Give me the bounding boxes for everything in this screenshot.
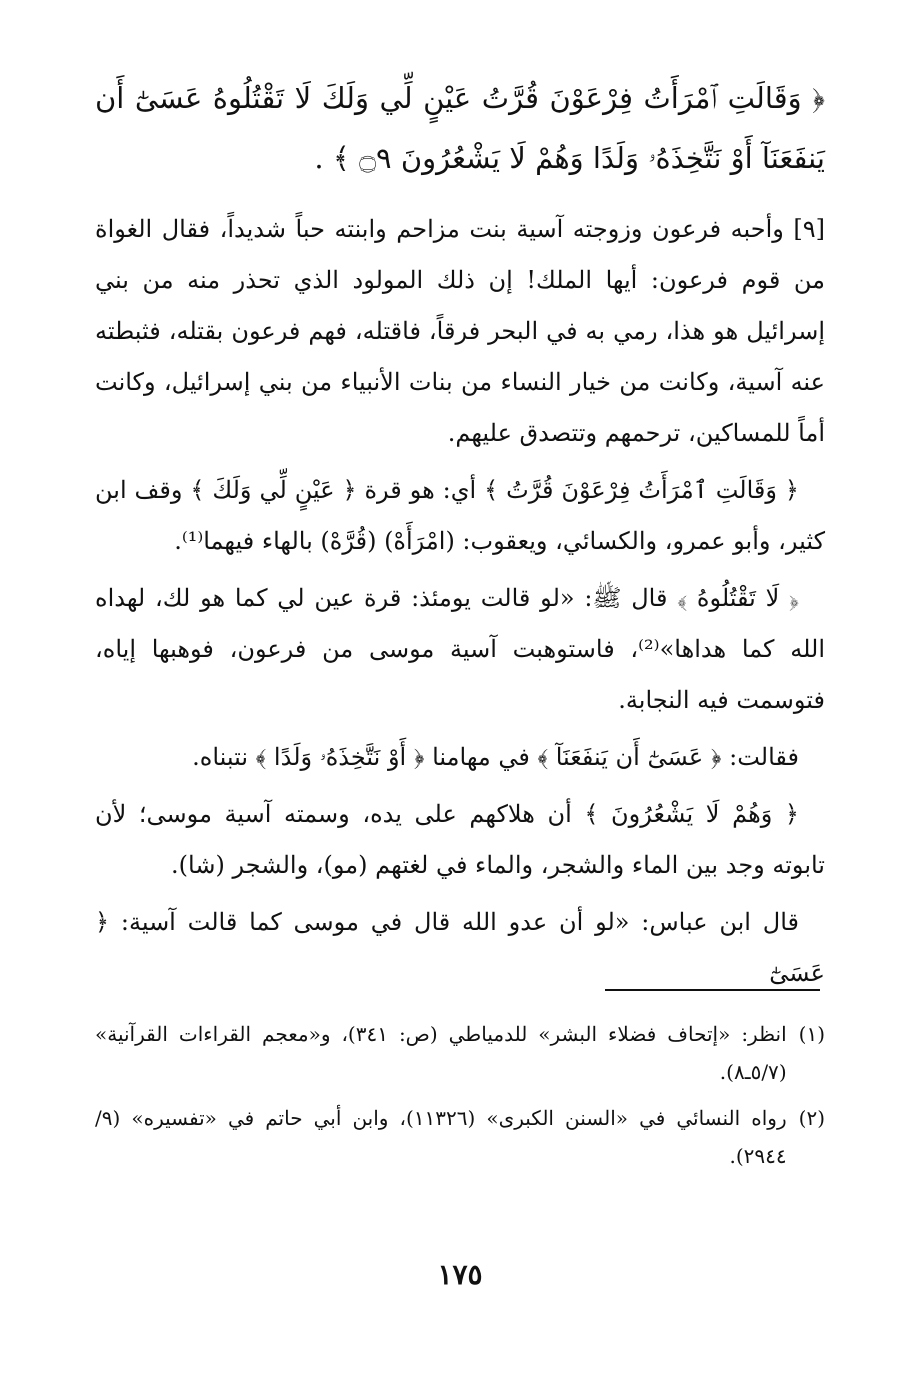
footnote-number: (١): [798, 1022, 825, 1046]
paragraph-4: فقالت: ﴿ عَسَىٰٓ أَن يَنفَعَنَآ ﴾ في مهامنا ﴿ أَوْ نَتَّخِذَهُۥ وَلَدًا ﴾ نتبناه.: [192, 743, 799, 771]
footnote: [95, 1015, 825, 1091]
main-text: [95, 68, 825, 1005]
paragraph-2: ﴿ وَقَالَتِ ٱمْرَأَتُ فِرْعَوْنَ قُرَّتُ ﴾ أي: هو قرة ﴿ عَيْنٍ لِّي وَلَكَ ﴾ وقف ابن كثير، وأبو عمرو، والكسائي، ويعقوب: (امْرَأَهْ) (قُرَّهْ) بالهاء فيهما⁽¹⁾.: [95, 476, 825, 555]
footnote-number: (٢): [798, 1106, 825, 1130]
paragraph-1: [٩] وأحبه فرعون وزوجته آسية بنت مزاحم وابنته حباً شديداً، فقال الغواة من قوم فرعون: أيها الملك! إن ذلك المولود الذي تحذر منه من بني إسرائيل هو هذا، رمي به في البحر فرقاً، فاقتله، فهم فرعون بقتله، فثبطته عنه آسية، وكانت من خيار النساء من بنات الأنبياء من بني إسرائيل، وكانت أماً للمساكين، ترحمهم وتتصدق عليهم.: [95, 215, 825, 447]
page-number: ١٧٥: [437, 1258, 483, 1291]
footnotes: [95, 1015, 825, 1183]
footnote-text: رواه النسائي في «السنن الكبرى» (١١٣٢٦)، وابن أبي حاتم في «تفسيره» (٩/ ٢٩٤٤).: [95, 1106, 787, 1168]
footnote-separator: [605, 989, 820, 991]
footnote: [95, 1099, 825, 1175]
quran-verse: ﴿ وَقَالَتِ ٱمْرَأَتُ فِرْعَوْنَ قُرَّتُ عَيْنٍ لِّي وَلَكَ لَا تَقْتُلُوهُ عَسَىٰٓ أَن يَنفَعَنَآ أَوْ نَتَّخِذَهُۥ وَلَدًا وَهُمْ لَا يَشْعُرُونَ ۝٩ ﴾ .: [95, 81, 825, 175]
footnote-text: انظر: «إتحاف فضلاء البشر» للدمياطي (ص: ٣٤١)، و«معجم القراءات القرآنية» (٥/٧ـ٨).: [95, 1022, 787, 1084]
paragraph-3: ﴿ لَا تَقْتُلُوهُ ﴾ قال ﷺ: «لو قالت يومئذ: قرة عين لي كما هو لك، لهداه الله كما هداها»⁽²⁾، فاستوهبت آسية موسى من فرعون، فوهبها إياه، فتوسمت فيه النجابة.: [95, 584, 825, 714]
paragraph-5: ﴿ وَهُمْ لَا يَشْعُرُونَ ﴾ أن هلاكهم على يده، وسمته آسية موسى؛ لأن تابوته وجد بين الماء والشجر، والماء في لغتهم (مو)، والشجر (شا).: [95, 800, 825, 879]
paragraph-6: قال ابن عباس: «لو أن عدو الله قال في موسى كما قالت آسية: ﴿ عَسَىٰٓ: [95, 908, 825, 987]
